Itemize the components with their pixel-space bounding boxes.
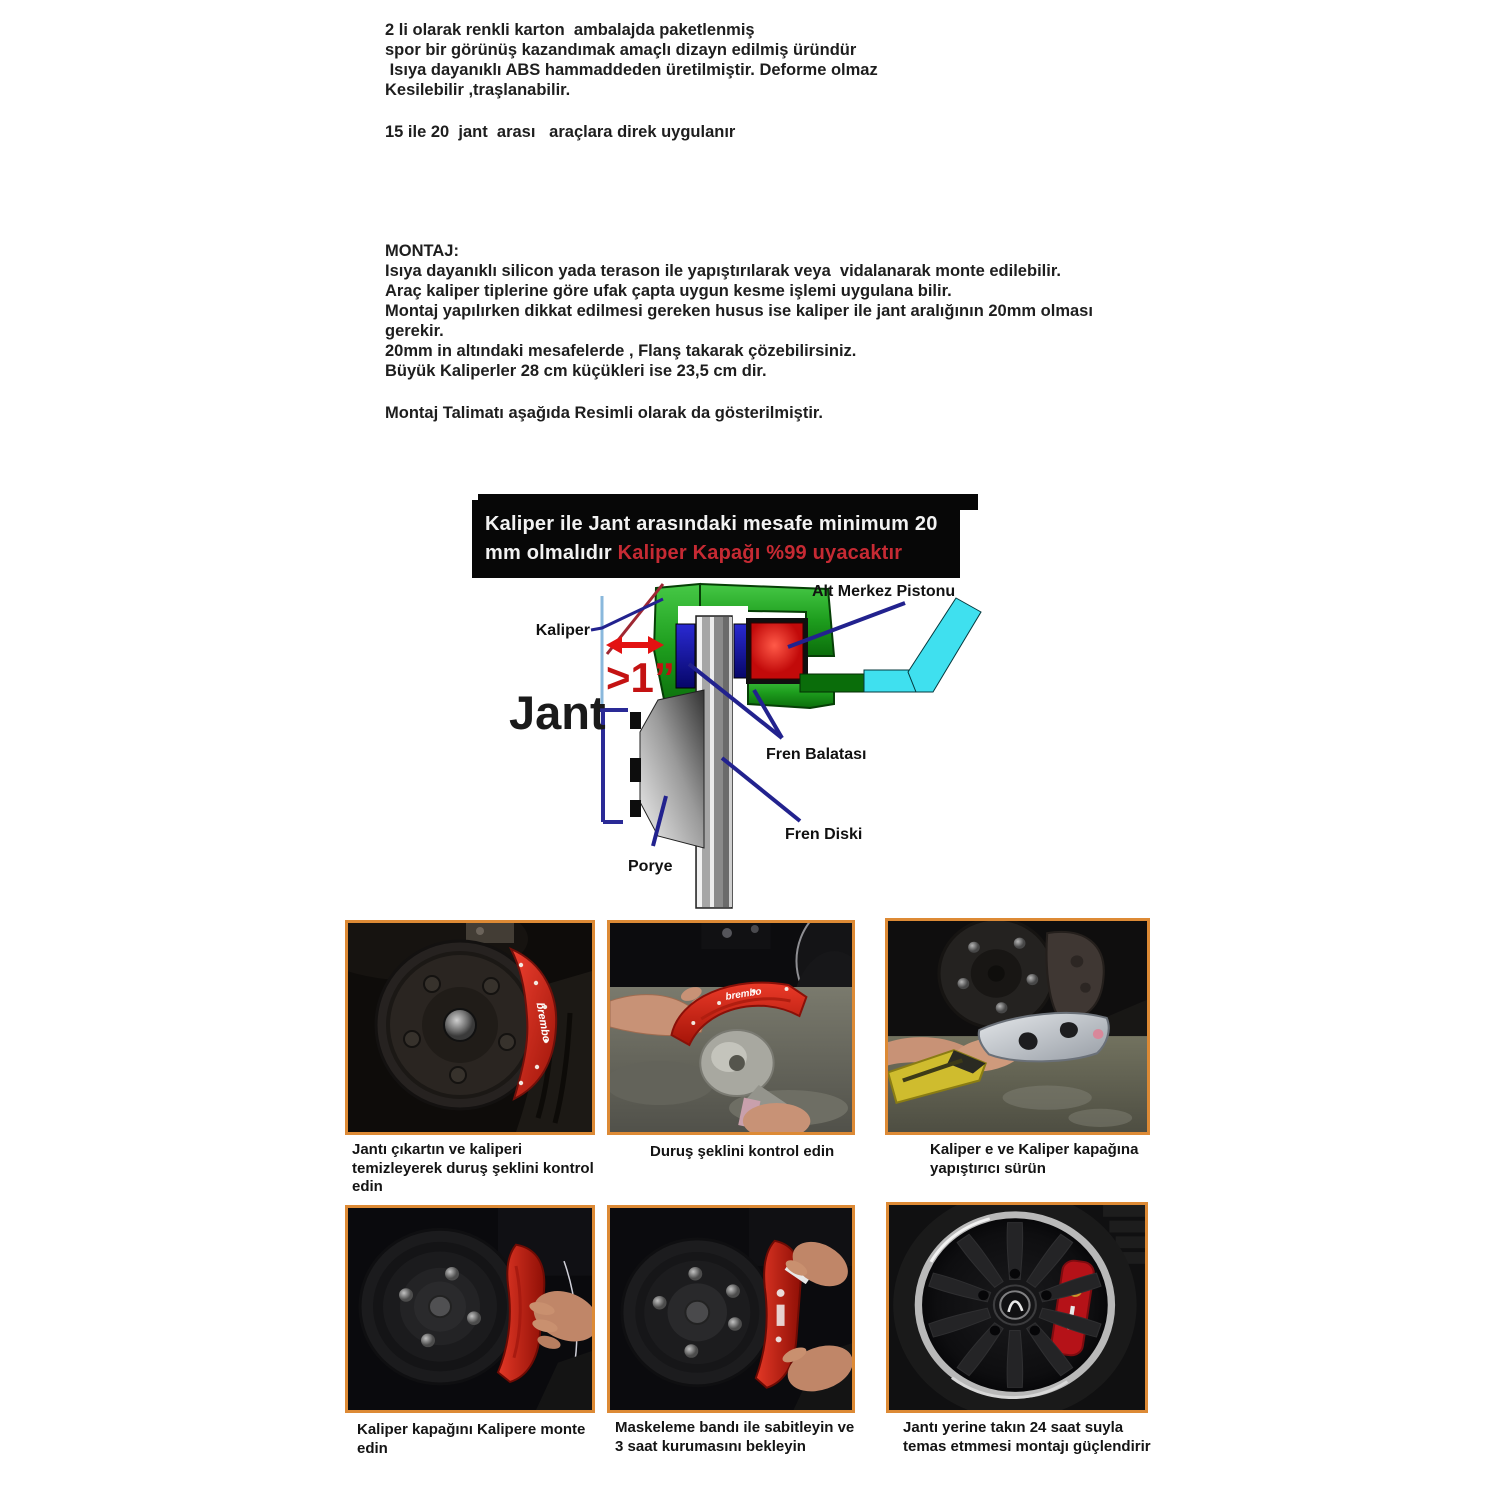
intro-text	[385, 20, 1195, 100]
banner-line2	[485, 539, 960, 568]
fren-balatasi-label: Fren Balatası	[766, 746, 867, 763]
intro-line: Kesilebilir ,traşlanabilir.	[385, 81, 571, 99]
step-caption-4: Kaliper kapağını Kalipere monte edin	[357, 1421, 586, 1457]
step-caption-2: Duruş şeklini kontrol edin	[650, 1143, 835, 1160]
montaj-line: Araç kaliper tiplerine göre ufak çapta uygun kesme işlemi uygulana bilir.	[385, 282, 952, 300]
step-photo-6	[886, 1202, 1148, 1413]
step-caption-3: Kaliper e ve Kaliper kapağına yapıştırıcı sürün	[930, 1141, 1139, 1177]
hub-stud	[630, 800, 641, 817]
montaj-line: 20mm in altındaki mesafelerde , Flanş takarak çözebilirsiniz.	[385, 342, 857, 360]
step-caption-5: Maskeleme bandı ile sabitleyin ve 3 saat kurumasını bekleyin	[615, 1419, 855, 1455]
brake-diagram	[460, 578, 1000, 912]
piston	[751, 623, 803, 679]
suspension-part	[466, 923, 514, 943]
montaj-heading: MONTAJ:	[385, 242, 459, 260]
step-photo-5	[607, 1205, 855, 1413]
hub-cap	[444, 1009, 476, 1041]
intro-line: spor bir görünüş kazandımak amaçlı dizayn edilmiş üründür	[385, 41, 857, 59]
montaj-footer	[385, 403, 1195, 423]
fitment-note	[385, 122, 1195, 142]
disc-pointer	[722, 758, 800, 821]
caliper-mount-strip	[800, 674, 866, 692]
montaj-line: Büyük Kaliperler 28 cm küçükleri ise 23,5 cm dir.	[385, 362, 767, 380]
hub-stud	[630, 712, 641, 729]
porye-label: Porye	[628, 858, 673, 875]
mount-arm-angled	[908, 598, 981, 692]
montaj-line: gerekir.	[385, 322, 444, 340]
step-caption-6: Jantı yerine takın 24 saat suyla temas etmmesi montajı güçlendirir	[903, 1419, 1151, 1455]
kaliper-label: Kaliper	[535, 622, 590, 639]
montaj-footer-line: Montaj Talimatı aşağıda Resimli olarak da gösterilmiştir.	[385, 404, 823, 422]
step-photo-2	[607, 920, 855, 1135]
hub-center	[429, 1296, 451, 1317]
gap-label: >1”	[606, 654, 675, 701]
hub-stud	[630, 758, 641, 782]
hub-center	[685, 1301, 709, 1324]
intro-line: Isıya dayanıklı ABS hammaddeden üretilmiştir. Deforme olmaz	[385, 61, 878, 79]
montaj-line: Isıya dayanıklı silicon yada terason ile yapıştırılarak veya vidalanarak monte edilebilir.	[385, 262, 1061, 280]
step-photo-3	[885, 918, 1150, 1135]
montaj-section	[385, 241, 1195, 381]
alt-merkez-pistonu-label: Alt Merkez Pistonu	[812, 583, 956, 600]
jant-label: Jant	[509, 686, 606, 739]
montaj-line: Montaj yapılırken dikkat edilmesi gereken husus ise kaliper ile jant aralığının 20mm olması	[385, 302, 1093, 320]
intro-line: 2 li olarak renkli karton ambalajda paketlenmiş	[385, 21, 755, 39]
banner-line1: Kaliper ile Jant arasındaki mesafe minimum 20	[485, 513, 938, 535]
banner-line2-red: Kaliper Kapağı %99 uyacaktır	[617, 542, 903, 564]
hub	[640, 690, 704, 848]
brand-text: brembo	[533, 1001, 553, 1044]
adhesive-blob	[1060, 1022, 1078, 1038]
brake-pad-left	[676, 624, 695, 688]
step-caption-1: Jantı çıkartın ve kaliperi temizleyerek duruş şeklini kontrol edin	[352, 1141, 594, 1195]
fren-diski-label: Fren Diski	[785, 826, 863, 843]
fitment-line: 15 ile 20 jant arası araçlara direk uygulanır	[385, 123, 736, 141]
step-photo-4	[345, 1205, 595, 1413]
brand-text: brembo	[724, 986, 763, 1003]
banner-line2-white: mm olmalıdır	[485, 542, 618, 564]
step-photo-1	[345, 920, 595, 1135]
spec-banner	[472, 500, 960, 578]
